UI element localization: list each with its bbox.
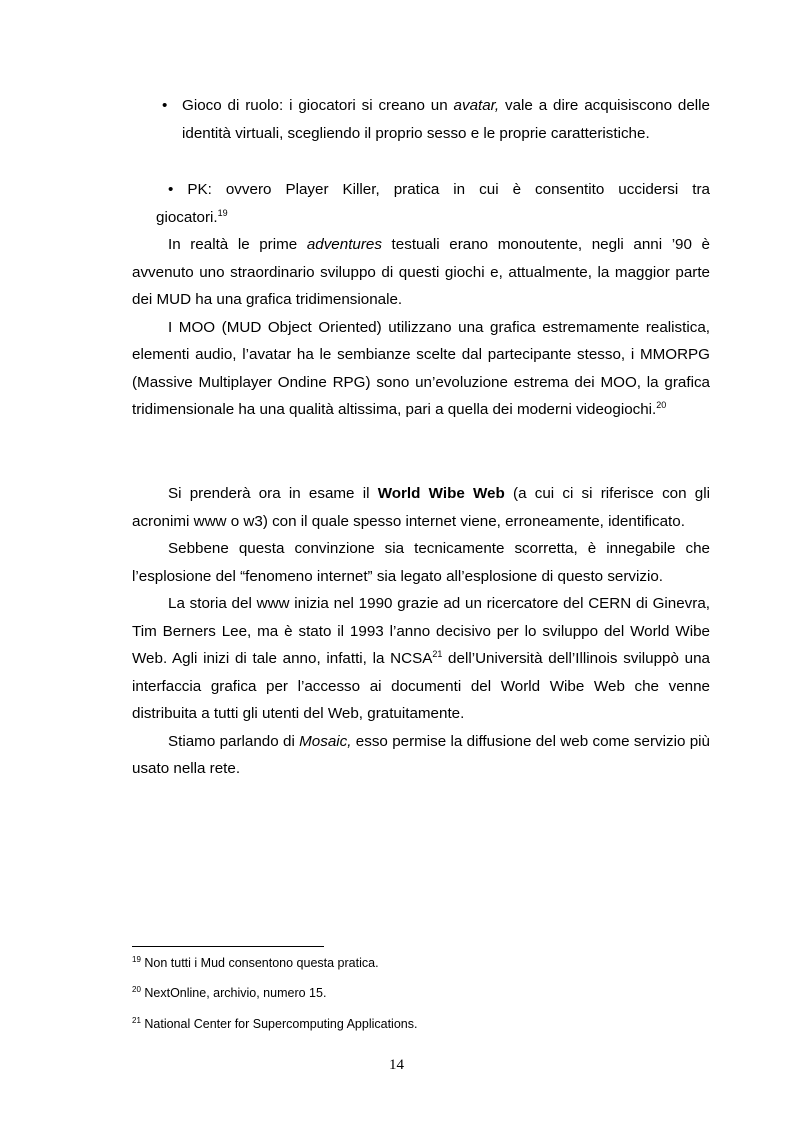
list-item-text: Gioco di ruolo: i giocatori si creano un avatar, vale a dire acquisiscono delle identità virtuali, scegliendo il proprio sesso e le proprie caratteristiche. [182, 97, 710, 142]
body-paragraphs-1 [132, 231, 710, 424]
footnote: $^{20}$ NextOnline, archivio, numero 15. [132, 985, 327, 1000]
footnote: $^{21}$ National Center for Supercomputing Applications. [132, 1016, 418, 1031]
bullet-icon: • [162, 97, 168, 114]
footnote-divider [132, 946, 324, 947]
list-item [132, 176, 710, 231]
paragraph: Si prenderà ora in esame il World Wibe Web (a cui ci si riferisce con gli acronimi www o w3) con il quale spesso internet viene, erroneamente, identificato. [132, 485, 710, 530]
footnote-ref: 20 [656, 400, 667, 410]
list-item [132, 92, 710, 147]
paragraph: Sebbene questa convinzione sia tecnicamente scorretta, è innegabile che l’esplosione del “fenomeno internet” sia legato all’esplosione di questo servizio. [132, 540, 710, 585]
footnote-ref: 19 [217, 207, 228, 218]
paragraph: Stiamo parlando di Mosaic, esso permise la diffusione del web come servizio più usato nella rete. [132, 732, 710, 777]
footnote: $^{19}$ Non tutti i Mud consentono questa pratica. [132, 955, 379, 970]
paragraph: In realtà le prime adventures testuali erano monoutente, negli anni ’90 è avvenuto uno straordinario sviluppo di questi giochi e, attualmente, la maggior parte dei MUD ha una grafica tridimensionale. [132, 236, 710, 308]
paragraph: La storia del www inizia nel 1990 grazie ad un ricercatore del CERN di Ginevra, Tim Berners Lee, ma è stato il 1993 l’anno decisivo per lo sviluppo del World Wibe Web. Agli inizi di tale anno, infatti, la NCSA$^{21}$ dell’Università dell’Illinois sviluppò una interfaccia grafica per l’accesso ai documenti del World Wibe Web che venne distribuita a tutti gli utenti del Web, gratuitamente. [132, 595, 710, 722]
list-item-text: • PK: ovvero Player Killer, pratica in cui è consentito uccidersi tra [168, 181, 710, 198]
footnote-ref: 21 [432, 649, 443, 659]
list-item-text-continued: giocatori.$^{19}$ [156, 207, 228, 226]
body-paragraphs-2 [132, 480, 710, 783]
paragraph: I MOO (MUD Object Oriented) utilizzano una grafica estremamente realistica, elementi audio, l’avatar ha le sembianze scelte dal partecipante stesso, i MMORPG (Massive Multiplayer Ondine RPG) sono un’evoluzione estrema dei MOO, la grafica tridimensionale ha una qualità altissima, pari a quella dei moderni videogiochi.$^{20}$ [132, 318, 710, 418]
bullet-icon: • [168, 181, 174, 198]
page-number: 14 [389, 1057, 404, 1073]
